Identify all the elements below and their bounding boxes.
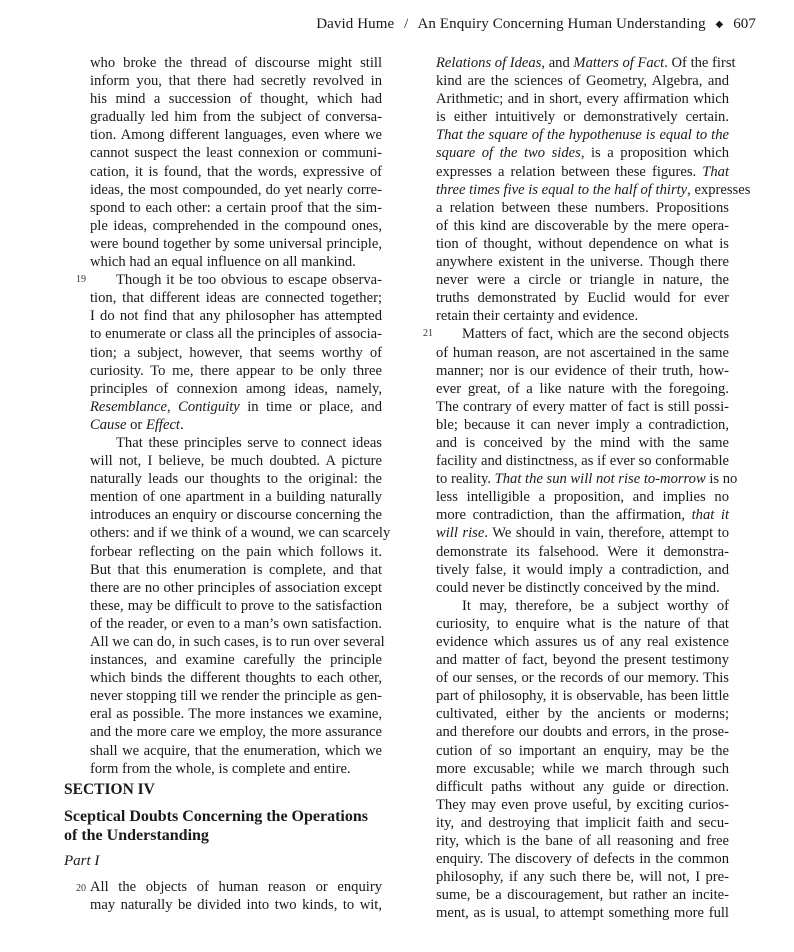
text-line: mention of one apartment in a building naturally <box>90 489 382 506</box>
text-line: ble; because it can never imply a contradiction, <box>436 416 729 433</box>
text-line: these, may be difficult to prove to the satisfaction <box>90 597 382 614</box>
term-contiguity: Contiguity <box>178 398 240 415</box>
text-line: enquiry. The discovery of defects in the common <box>436 851 729 868</box>
left-column <box>90 54 391 778</box>
text-line <box>436 181 751 199</box>
text-line: naturally leads our thoughts to the original: the <box>90 471 382 488</box>
text-line: ever great, of a like nature with the foregoing. <box>436 380 729 397</box>
text-line: introduces an enquiry or discourse concerning the <box>90 507 382 524</box>
text-line: It may, therefore, be a subject worthy of <box>462 597 729 614</box>
right-column <box>436 54 751 923</box>
text-line: Arithmetic; and in short, every affirmation which <box>436 91 729 108</box>
text-line: spond to each other: a certain proof that the sim- <box>90 199 382 216</box>
paragraph-21-b <box>436 488 729 506</box>
text-line <box>436 163 729 181</box>
text-line: evidence which assures us of any real existence <box>436 634 729 650</box>
paragraph-20-continuation-a <box>436 72 729 126</box>
paragraph-19 <box>90 271 382 398</box>
text-line: They may even prove useful, by exciting curios- <box>436 796 729 813</box>
paragraph-21-c <box>436 543 729 597</box>
text-line: cultivated, either by the ancients or moderns; <box>436 706 729 723</box>
text-line: eral as possible. The more instances we examine, <box>90 706 382 723</box>
text-line: All the objects of human reason or enquiry <box>90 879 382 895</box>
text-line <box>436 524 729 542</box>
text-line: will not, I believe, be much doubted. A picture <box>90 453 382 470</box>
text-line: his mind a succession of thought, which had <box>90 91 382 108</box>
text-line: ity, and destroying that implicit faith and secu- <box>436 814 729 831</box>
proposition-italic: three times five is equal to the half of thirty <box>436 181 688 198</box>
text-line: demonstrate its falsehood. Were it demonstra- <box>436 543 729 560</box>
header-author: David Hume <box>316 16 395 32</box>
term-relations-of-ideas: Relations of Ideas <box>436 55 542 71</box>
term-effect: Effect <box>145 416 180 433</box>
text-line: never were a circle or triangle in nature, the <box>436 272 729 289</box>
text-line: tion; a subject, however, that seems worthy of <box>90 344 382 361</box>
text: or <box>126 416 146 433</box>
paragraph-19b <box>90 434 391 778</box>
text-line: and the more care we employ, the more assurance <box>90 724 382 741</box>
text-line: shall we acquire, that the enumeration, which we <box>90 742 382 759</box>
text-line: anywhere existent in the universe. Though there <box>436 254 729 271</box>
text-line: retain their certainty and evidence. <box>436 308 639 325</box>
text: . We should in vain, therefore, attempt to <box>484 525 730 542</box>
text-line <box>436 54 736 72</box>
paragraph-number-21: 21 <box>423 328 433 339</box>
text-line: is either intuitively or demonstratively certain. <box>436 109 729 126</box>
text-line: of the reader, or even to a man’s own satisfaction. <box>90 615 382 632</box>
text-line: more excusable; while we march through such <box>436 760 729 777</box>
text-line: truths demonstrated by Euclid would for ever <box>436 290 729 307</box>
paragraph-18-continuation <box>90 54 382 271</box>
paragraph-20-continuation-b <box>436 199 729 326</box>
text-line: philosophy, if any such there be, will not, I pre- <box>436 869 729 886</box>
text: to reality. <box>436 471 495 488</box>
text-line: ment, as is usual, to attempt something more full <box>436 905 729 922</box>
text-line: which binds the different thoughts to each other, <box>90 670 382 687</box>
proposition-italic: square of the two sides <box>436 145 581 162</box>
text: is no <box>705 471 738 488</box>
text-line: facility and distinctness, as if ever so conformable <box>436 453 729 470</box>
proposition-italic: That the sun will not rise to-morrow <box>494 471 706 488</box>
text-line: gradually led him from the subject of conversa- <box>90 109 382 126</box>
text-line: form from the whole, is complete and entire. <box>90 760 351 777</box>
text-line: Matters of fact, which are the second objects <box>462 326 729 343</box>
proposition-italic: That <box>702 163 729 180</box>
text-line: of human reason, are not ascertained in the same <box>436 344 729 361</box>
text-line: inform you, that there had secretly revolved in <box>90 73 382 90</box>
text: , is a proposition which <box>580 145 729 162</box>
section-label: SECTION IV <box>64 781 155 798</box>
term-matters-of-fact: Matters of Fact <box>573 55 665 71</box>
text-line: there are no other principles of association except <box>90 579 382 596</box>
part-label: Part I <box>64 853 100 869</box>
text: , <box>167 398 179 415</box>
proposition-italic: That the square of the hypothenuse is equal to the <box>436 127 729 144</box>
text-line: difficult paths without any guide or direction. <box>436 778 729 795</box>
paragraph-21 <box>436 325 729 470</box>
diamond-ornament-icon: ◆ <box>715 19 724 30</box>
text-line: could never be distinctly conceived by the mind. <box>436 579 720 596</box>
text-line: I do not find that any philosopher has attempted <box>90 308 382 325</box>
text-line: instances, and examine carefully the principle <box>90 652 382 669</box>
text-line: who broke the thread of discourse might still <box>90 55 382 71</box>
text-line: Though it be too obvious to escape observa- <box>116 272 382 289</box>
page-number: 607 <box>733 16 756 32</box>
text-line: But that this enumeration is complete, and that <box>90 561 382 578</box>
text-line <box>436 470 738 488</box>
text-line: rity, which is the bane of all reasoning and free <box>436 833 729 850</box>
text-line: others: and if we think of a wound, we can scarcely <box>90 525 391 542</box>
text-line: to enumerate or class all the principles of associa- <box>90 326 382 343</box>
paragraph-20 <box>90 878 382 914</box>
proposition-italic: will rise <box>436 525 485 542</box>
text-line: and therefore our doubts and errors, in the prose- <box>436 724 729 741</box>
text-line: never stopping till we render the principle as gen- <box>90 688 382 705</box>
paragraph-number-19: 19 <box>76 274 86 285</box>
text-line <box>436 144 729 162</box>
text: . <box>180 416 184 433</box>
text-line: All we can do, in such cases, is to run over several <box>90 634 385 650</box>
text-line: cation, it is found, that the words, expressive of <box>90 163 382 180</box>
text-line: forbear reflecting on the pain which follows it. <box>90 543 382 560</box>
text-line: kind are the sciences of Geometry, Algebra, and <box>436 73 729 90</box>
text-line: cution of so important an enquiry, may be the <box>436 742 729 759</box>
text-line: ideas, the most compounded, do yet nearly corre- <box>90 181 382 198</box>
text: in time or place, and <box>239 398 382 415</box>
text-line: tion of thought, without dependence on what is <box>436 235 729 252</box>
text-line: sume, be a discouragement, but rather an incite- <box>436 887 729 904</box>
term-resemblance: Resemblance <box>90 398 167 415</box>
text-line: tively false, it would imply a contradiction, and <box>436 561 729 578</box>
text-line: cannot suspect the least connexion or communi- <box>90 145 382 162</box>
text-line <box>436 506 729 524</box>
text-line: tion. Among different languages, even where we <box>90 127 382 144</box>
text-line: The contrary of every matter of fact is still possi- <box>436 398 729 415</box>
text-line: manner; nor is our evidence of their truth, how- <box>436 362 729 379</box>
text: expresses a relation between these figures. <box>436 163 703 180</box>
text-line: and is conceived by the mind with the same <box>436 434 729 451</box>
text-line: of our senses, or the records of our memory. This <box>436 670 729 687</box>
text: . Of the first <box>664 55 736 71</box>
paragraph-number-20: 20 <box>76 883 86 894</box>
text-line: were bound together by some universal principle, <box>90 235 382 252</box>
text: , and <box>541 55 574 71</box>
text: , expresses <box>687 181 751 198</box>
text-line <box>90 416 382 434</box>
text-line: and matter of fact, beyond the present testimony <box>436 652 729 669</box>
text-line: That these principles serve to connect ideas <box>116 434 382 451</box>
text-line: a relation between these numbers. Propositions <box>436 199 729 216</box>
text-line: less intelligible a proposition, and implies no <box>436 489 729 506</box>
header-separator: / <box>404 16 409 32</box>
text-line: part of philosophy, it is observable, has been little <box>436 688 729 705</box>
text-line: which had an equal influence on all mankind. <box>90 254 356 271</box>
text: more contradiction, than the affirmation, <box>436 507 692 524</box>
running-header <box>316 16 756 33</box>
text-line <box>436 126 729 144</box>
paragraph-22 <box>436 597 729 923</box>
text-line: ple ideas, comprehended in the compound ones, <box>90 217 382 234</box>
header-title: An Enquiry Concerning Human Understanding <box>417 16 706 32</box>
proposition-italic: that it <box>691 507 729 524</box>
section-title: Sceptical Doubts Concerning the Operations of the Understanding <box>64 808 368 844</box>
text-line: principles of connexion among ideas, namely, <box>90 380 382 397</box>
text-line: curiosity, to enquire what is the nature of that <box>436 615 729 632</box>
text-line: curiosity. To me, there appear to be only three <box>90 362 382 379</box>
term-cause: Cause <box>90 416 127 433</box>
text-line <box>90 398 382 416</box>
text-line: of this kind are discoverable by the mere opera- <box>436 217 729 234</box>
text-line: may naturally be divided into two kinds, to wit, <box>90 897 382 914</box>
text-line: tion, that different ideas are connected together; <box>90 290 382 307</box>
